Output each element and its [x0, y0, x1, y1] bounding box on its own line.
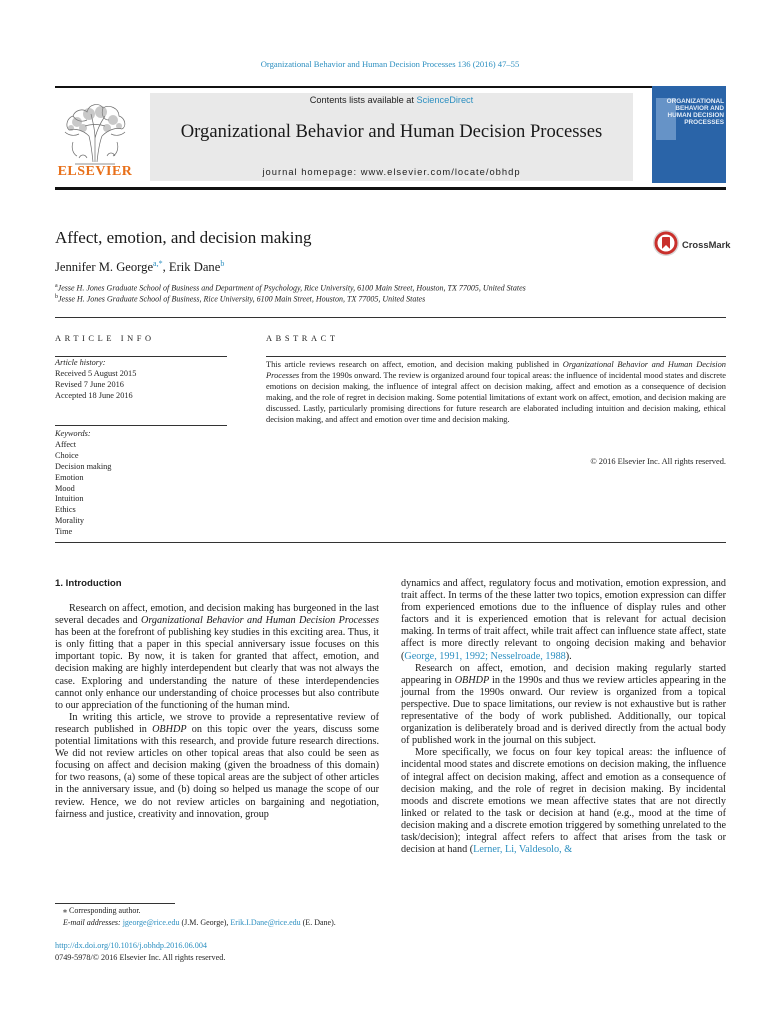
keyword: Decision making — [55, 461, 112, 471]
intro-paragraph-3 — [401, 663, 726, 748]
affiliation-a-text: Jesse H. Jones Graduate School of Business and Department of Psychology, Rice University, 6100 Main Street, Houston, TX 77005, United States — [57, 283, 526, 293]
article-history — [55, 358, 227, 402]
keywords-label: Keywords: — [55, 429, 91, 438]
abstract-copyright: © 2016 Elsevier Inc. All rights reserved. — [590, 457, 726, 466]
abstract-rule — [266, 356, 726, 357]
keyword: Time — [55, 527, 73, 537]
text-run: has been at the forefront of publishing key studies in this exciting area. Thus, it is only fitting that a paper in this special anniversary issue focuses on this important topic. By now, it is taken for granted that affect, emotion, and decision making are highly interdependent but clearly that was not always the case. Exploring and understanding the nature of these interdependencies cannot only enhance our understanding of choice processes but also contribute to our appreciation of the functioning of the human mind. — [55, 627, 379, 711]
journal-cover-thumbnail[interactable] — [652, 86, 726, 183]
contents-line — [150, 95, 633, 105]
text-run: In writing this article, we strove to provide a representative review of research published in — [55, 711, 379, 735]
journal-abbrev: OBHDP — [152, 723, 187, 735]
text-run: ). — [565, 650, 572, 662]
header-rule-top — [55, 86, 726, 88]
body-column-left — [55, 603, 379, 821]
affiliation-b-marker: b — [55, 294, 58, 300]
keyword: Affect — [55, 439, 77, 449]
history-label: Article history: — [55, 358, 106, 367]
keyword: Emotion — [55, 472, 84, 482]
introduction-heading: 1. Introduction — [55, 578, 122, 589]
header-rule-bottom — [55, 187, 726, 190]
journal-citation[interactable]: Organizational Behavior and Human Decision Processes 136 (2016) 47–55 — [260, 59, 520, 69]
author-george-affil[interactable]: a,* — [153, 259, 163, 268]
author-dane: Erik Dane — [168, 260, 221, 275]
email-addresses-note — [55, 918, 393, 927]
article-title: Affect, emotion, and decision making — [55, 228, 312, 247]
article-info-heading: ARTICLE INFO — [55, 334, 155, 343]
citation-link[interactable]: George, 1991, 1992; Nesselroade, 1988 — [404, 650, 566, 662]
history-received: Received 5 August 2015 — [55, 368, 137, 378]
contents-prefix: Contents lists available at — [309, 95, 414, 105]
crossmark-icon[interactable] — [652, 229, 680, 257]
sciencedirect-link[interactable]: ScienceDirect — [416, 95, 474, 105]
cover-title: ORGANIZATIONAL BEHAVIOR AND HUMAN DECISION PROCESSES — [666, 98, 724, 126]
footnote-rule — [55, 903, 175, 904]
abstract-bottom-rule — [55, 542, 726, 543]
email-dane-owner: (E. Dane). — [300, 918, 336, 927]
email-dane-link[interactable]: Erik.I.Dane@rice.edu — [230, 918, 301, 927]
keyword: Intuition — [55, 494, 84, 504]
author-dane-affil[interactable]: b — [220, 259, 225, 268]
affiliation-rule — [55, 317, 726, 318]
abstract-part-2: from the 1990s onward. The review is organized around four topical areas: the influence of incidental mood states and discrete emotions on decision making, the influence of integral affect on decision making, affect and emotion as a consequence of decision making, and the role of regret in decision making. Some potential limitations of extant work on affect, emotion, and decision making are discussed. Lastly, particularly promising directions for future research are elaborated including intuition and decision making, ethical decision making, and affect and emotion over time and decision making. — [266, 370, 726, 424]
text-run: on this topic over the years, discuss some potential limitations with this research, and provide future research directions. We did not review articles on other topical areas that also could be seen as focusing on affect and decision making (given the broadness of this domain) for two reasons, (a) some of these topical areas are the subject of other articles in the anniversary issue, and (b) doing so helped us manage the scope of our review. Hence, we do not review articles on bargaining and negotiation, fairness and justice, creativity and innovation, group — [55, 723, 379, 820]
article-info-rule — [55, 356, 227, 357]
author-george: Jennifer M. George — [55, 260, 154, 275]
doi-link[interactable]: http://dx.doi.org/10.1016/j.obhdp.2016.06.004 — [55, 941, 208, 950]
affiliation-a — [55, 283, 526, 293]
intro-paragraph-1 — [55, 603, 379, 712]
author-list — [55, 259, 224, 275]
body-column-right — [401, 578, 726, 856]
abstract-heading: ABSTRACT — [266, 334, 339, 343]
affiliation-b — [55, 294, 425, 304]
intro-paragraph-2-cont — [401, 578, 726, 663]
text-run: in the 1990s and thus we review articles appearing in the journal from the 1990s onward. Our review is organized from a topical perspective. Due to space limitations, our review is not exhaustive but is rather representative of the body of work published. Additionally, our topical organization is deliberately broad and is derived directly from the actual body of published work in the journal on this subject. — [401, 674, 726, 747]
intro-paragraph-4 — [401, 747, 726, 856]
affiliation-b-text: Jesse H. Jones Graduate School of Business, Rice University, 6100 Main Street, Houston, TX 77005, United States — [58, 294, 426, 304]
abstract-part-1: This article reviews research on affect, emotion, and decision making published in — [266, 360, 563, 369]
author-separator: , — [162, 260, 169, 275]
email-george-owner: (J.M. George), — [179, 918, 231, 927]
journal-name: Organizational Behavior and Human Decision Processes — [140, 615, 379, 627]
citation-link[interactable]: Lerner, Li, Valdesolo, & — [473, 844, 573, 856]
email-george-link[interactable]: jgeorge@rice.edu — [122, 918, 180, 927]
keyword: Morality — [55, 516, 85, 526]
text-run: dynamics and affect, regulatory focus and motivation, emotion expression, and trait affect. In terms of the these latter two topics, emotion expression can differ from experienced emotions due to the influence of display rules and other factors and it is experienced emotion that is relevant for actual decision making. In terms of trait affect, while trait affect can influence state affect, state affect is more directly relevant to ongoing decision making and behavior ( — [401, 578, 726, 662]
publisher-name: ELSEVIER — [57, 164, 133, 179]
abstract-text — [266, 360, 726, 425]
keywords-list — [55, 429, 227, 538]
text-run: Research on affect, emotion, and decision making has burgeoned in the last several decades and — [55, 603, 379, 627]
journal-homepage[interactable]: journal homepage: www.elsevier.com/locate/obhdp — [262, 166, 521, 177]
issn-copyright: 0749-5978/© 2016 Elsevier Inc. All rights reserved. — [55, 953, 226, 962]
keywords-rule — [55, 425, 227, 426]
keyword: Choice — [55, 450, 79, 460]
history-revised: Revised 7 June 2016 — [55, 379, 124, 389]
crossmark-label[interactable]: CrossMark — [682, 239, 731, 250]
keyword: Mood — [55, 483, 75, 493]
affiliation-a-marker: a — [55, 283, 58, 289]
text-run: More specifically, we focus on four key topical areas: the influence of incidental mood states and discrete emotions on decision making, the influence of integral affect on decision making, affect and emotion as a consequence of decision making, and the role of regret in decision making. By incidental moods and discrete emotions we mean affective states that are not directly linked or related to the task or decision at hand (e.g., mood at the time of decision making and a discrete emotion triggered by something unrelated to the task/decision); integral affect refers to affect that arises from the task or decision at hand ( — [401, 747, 726, 856]
journal-abbrev: OBHDP — [454, 674, 490, 686]
corresponding-author-note: ⁎ Corresponding author. — [63, 906, 141, 915]
history-accepted: Accepted 18 June 2016 — [55, 390, 133, 400]
email-label: E-mail addresses: — [63, 918, 123, 927]
intro-paragraph-2 — [55, 712, 379, 821]
abstract-journal-name: Organizational Behavior and Human Decision Processes — [266, 360, 726, 380]
journal-title: Organizational Behavior and Human Decision Processes — [180, 121, 603, 142]
text-run: Research on affect, emotion, and decision making regularly started appearing in — [401, 662, 726, 686]
keyword: Ethics — [55, 505, 76, 515]
